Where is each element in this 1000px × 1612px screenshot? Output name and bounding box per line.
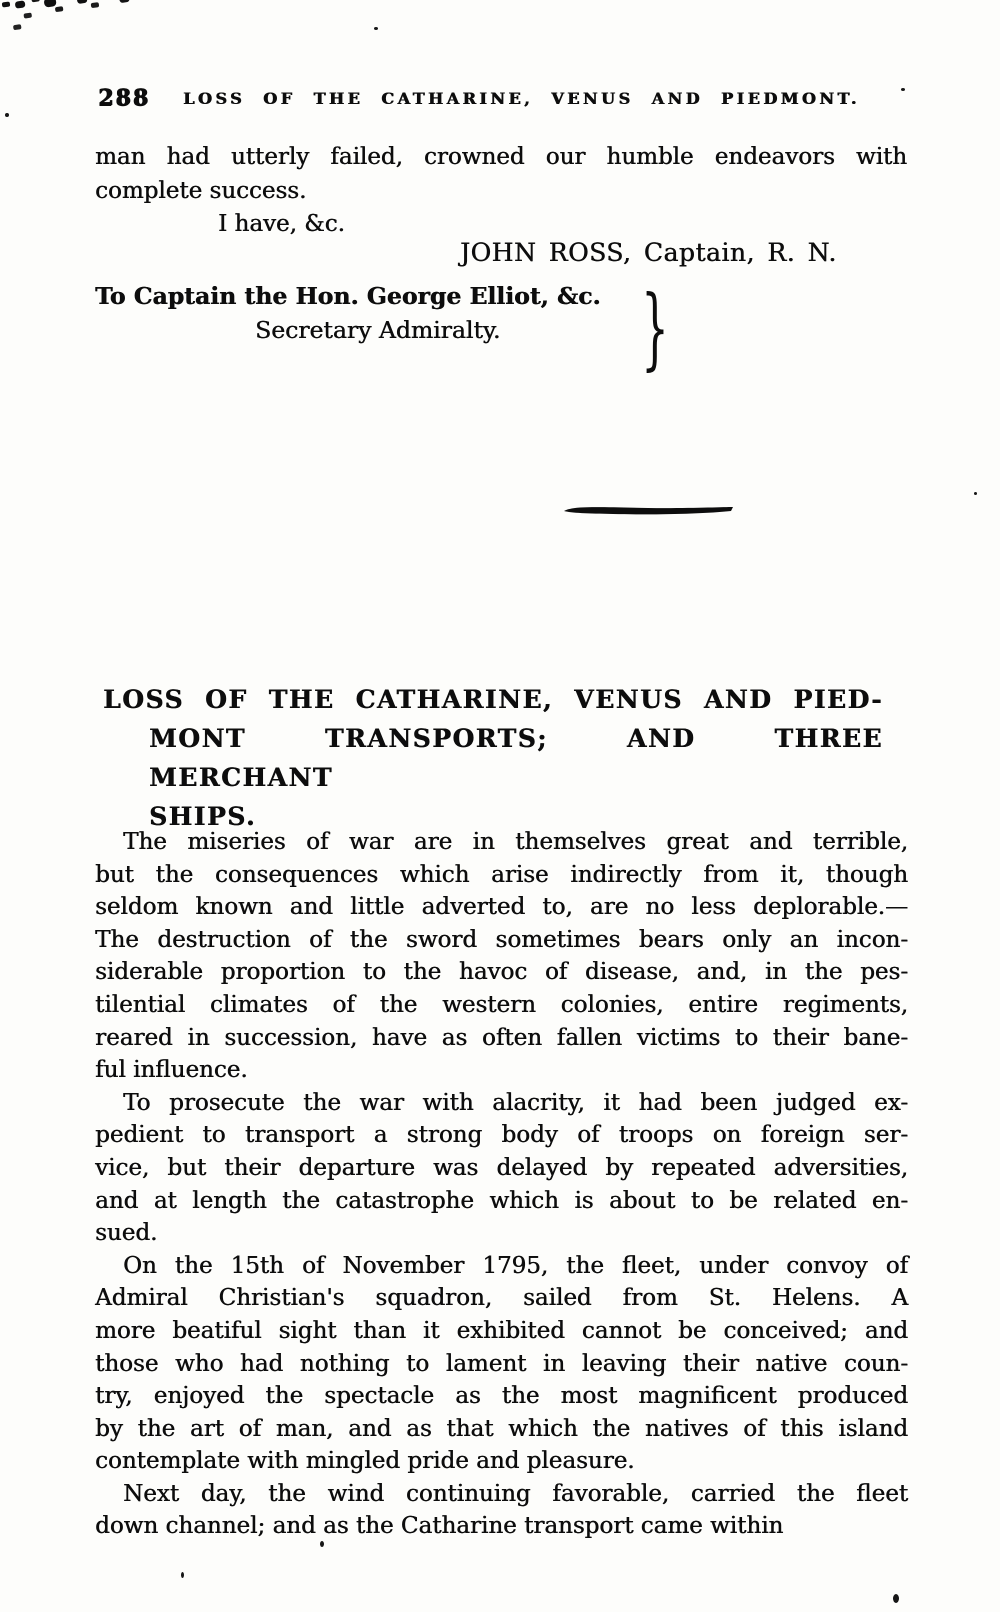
text-line: down channel; and as the Catharine transport came within — [95, 1513, 784, 1540]
text-line: try, enjoyed the spectacle as the most magnificent produced — [95, 1383, 908, 1410]
text-line: complete success. — [95, 178, 307, 204]
text-line: The miseries of war are in themselves great and terrible, — [123, 829, 908, 855]
text-line: contemplate with mingled pride and pleasure. — [95, 1448, 635, 1475]
ink-smudge — [2, 1, 11, 7]
ink-speck — [893, 1594, 899, 1603]
addressee-line: To Captain the Hon. George Elliot, &c. — [95, 282, 601, 310]
section-divider-rule — [563, 503, 735, 519]
text-line: Admiral Christian's squadron, sailed from St. Helens. A — [95, 1285, 908, 1312]
article-title — [103, 680, 883, 836]
ink-speck — [901, 88, 905, 91]
text-line: ful influence. — [95, 1057, 248, 1084]
text-line: and at length the catastrophe which is about to be related en- — [95, 1187, 908, 1214]
text-line: LOSS OF THE CATHARINE, VENUS AND PIED- — [103, 685, 883, 714]
text-line: SHIPS. — [149, 802, 257, 831]
text-line: The destruction of the sword sometimes bears only an incon- — [95, 926, 908, 953]
letter-valediction: I have, &c. — [218, 211, 345, 237]
text-line: man had utterly failed, crowned our humble endeavors with — [95, 144, 907, 170]
text-line: On the 15th of November 1795, the fleet, under convoy of — [123, 1252, 908, 1279]
text-line: those who had nothing to lament in leaving their native coun- — [95, 1350, 908, 1377]
letter-signature: JOHN ROSS, Captain, R. N. — [460, 238, 837, 267]
ink-speck — [374, 27, 378, 30]
page-number: 288 — [98, 85, 150, 111]
text-line: To prosecute the war with alacrity, it had been judged ex- — [123, 1089, 908, 1116]
text-line: but the consequences which arise indirectly from it, though — [95, 861, 908, 888]
text-line: MONT TRANSPORTS; AND THREE MERCHANT — [149, 724, 883, 792]
ink-speck — [181, 1572, 184, 1578]
text-line: more beatiful sight than it exhibited cannot be conceived; and — [95, 1317, 908, 1344]
text-line: Next day, the wind continuing favorable, carried the fleet — [123, 1480, 908, 1507]
letter-addressee — [95, 276, 670, 380]
addressee-line: Secretary Admiralty. — [255, 316, 501, 344]
ink-speck — [5, 113, 9, 117]
text-line: seldom known and little adverted to, are no less deplorable.— — [95, 894, 908, 921]
running-title: LOSS OF THE CATHARINE, VENUS AND PIEDMONT. — [183, 89, 860, 108]
text-line: sued. — [95, 1220, 158, 1247]
text-line: pedient to transport a strong body of troops on foreign ser- — [95, 1122, 908, 1149]
article-body — [95, 826, 908, 1543]
text-line: tilential climates of the western colonies, entire regiments, — [95, 991, 908, 1018]
ink-speck — [974, 492, 977, 495]
text-line: vice, but their departure was delayed by repeated adversities, — [95, 1154, 908, 1181]
text-line: siderable proportion to the havoc of disease, and, in the pes- — [95, 959, 908, 986]
text-line: reared in succession, have as often fallen victims to their bane- — [95, 1024, 908, 1051]
curly-brace: } — [641, 276, 670, 380]
text-line: by the art of man, and as that which the natives of this island — [95, 1415, 908, 1442]
